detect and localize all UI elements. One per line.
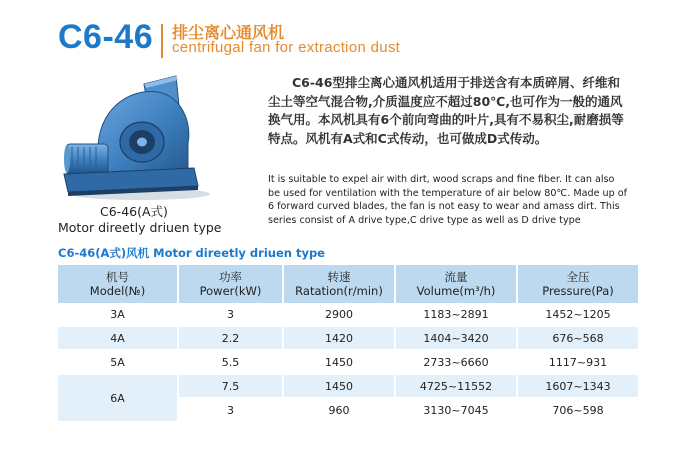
header-speed: 转速 Ratation(r/min) xyxy=(283,265,395,303)
cell-volume: 1404~3420 xyxy=(395,326,517,350)
title-cn: 排尘离心通风机 xyxy=(172,23,285,42)
cell-model: 3A xyxy=(58,303,178,326)
cell-speed: 1420 xyxy=(283,326,395,350)
header-model: 机号 Model(№) xyxy=(58,265,178,303)
header-pressure: 全压 Pressure(Pa) xyxy=(517,265,638,303)
description-cn: C6-46型排尘离心通风机适用于排送含有本质碎屑、纤维和尘土等空气混合物,介质温度应不超过80℃,也可作为一般的通风换气用。本风机具有6个前向弯曲的叶片,具有不易积尘,耐磨损等特点。风机有A式和C式传动，也可做成D式传动。 xyxy=(268,75,624,146)
cell-speed: 1450 xyxy=(283,374,395,398)
table-row xyxy=(58,326,638,350)
cell-speed: 960 xyxy=(283,398,395,422)
table-row xyxy=(58,374,638,398)
product-model-label: C6-46(A式) xyxy=(100,204,168,219)
table-row xyxy=(58,350,638,374)
table-header-row xyxy=(58,265,638,303)
title-en: centrifugal fan for extraction dust xyxy=(172,39,401,56)
cell-volume: 4725~11552 xyxy=(395,374,517,398)
cell-pressure: 706~598 xyxy=(517,398,638,422)
cell-model: 5A xyxy=(58,350,178,374)
spec-table xyxy=(58,265,638,423)
cell-power: 3 xyxy=(178,398,283,422)
cell-power: 5.5 xyxy=(178,350,283,374)
cell-pressure: 1117~931 xyxy=(517,350,638,374)
cell-volume: 2733~6660 xyxy=(395,350,517,374)
title-divider xyxy=(161,24,163,58)
centrifugal-fan-image xyxy=(58,70,223,202)
description-en: It is suitable to expel air with dirt, wood scraps and fine fiber. It can also be used for ventilation with the temperature of air below 80℃. Made up of 6 forward curved blades, the fan is not easy to wear and amass dirt. This series consist of A drive type,C drive type as well as D drive type xyxy=(268,174,628,226)
cell-pressure: 676~568 xyxy=(517,326,638,350)
cell-power: 2.2 xyxy=(178,326,283,350)
cell-pressure: 1452~1205 xyxy=(517,303,638,326)
table-row xyxy=(58,303,638,326)
cell-volume: 1183~2891 xyxy=(395,303,517,326)
cell-speed: 1450 xyxy=(283,350,395,374)
header-power: 功率 Power(kW) xyxy=(178,265,283,303)
product-caption: Motor direetly driuen type xyxy=(58,220,222,235)
model-code: C6-46 xyxy=(58,18,154,56)
cell-model: 6A xyxy=(58,374,178,422)
table-title: C6-46(A式)风机 Motor direetly driuen type xyxy=(58,246,325,260)
cell-power: 7.5 xyxy=(178,374,283,398)
cell-model: 4A xyxy=(58,326,178,350)
cell-pressure: 1607~1343 xyxy=(517,374,638,398)
cell-volume: 3130~7045 xyxy=(395,398,517,422)
cell-power: 3 xyxy=(178,303,283,326)
header-volume: 流量 Volume(m³/h) xyxy=(395,265,517,303)
cell-speed: 2900 xyxy=(283,303,395,326)
